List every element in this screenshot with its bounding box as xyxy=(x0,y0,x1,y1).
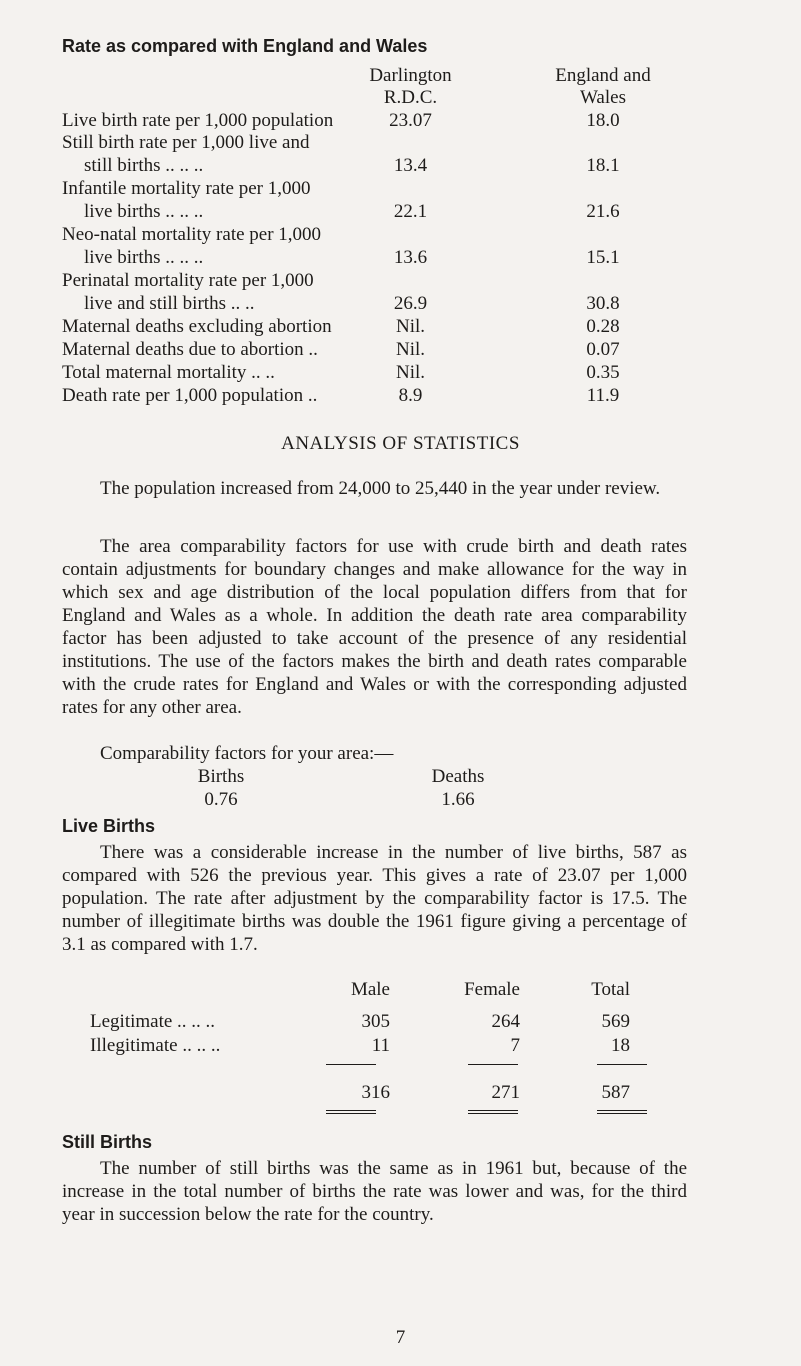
births-table-header xyxy=(90,979,690,1001)
rate-label: Maternal deaths excluding abortion xyxy=(62,316,332,337)
darlington-value: 13.6 xyxy=(393,247,428,268)
rate-row xyxy=(62,155,682,177)
rate-label: Live birth rate per 1,000 population xyxy=(62,110,334,131)
table-row xyxy=(90,1035,690,1057)
england-value: 30.8 xyxy=(586,293,620,314)
row-label: Illegitimate .. .. .. xyxy=(90,1035,221,1056)
rate-row xyxy=(62,316,682,338)
total-value: 569 xyxy=(601,1011,630,1032)
rate-row-label-line1 xyxy=(62,178,682,200)
grand-total: 587 xyxy=(601,1082,630,1103)
rates-heading: Rate as compared with England and Wales xyxy=(62,36,428,56)
analysis-heading: ANALYSIS OF STATISTICS xyxy=(281,433,520,454)
darlington-value: Nil. xyxy=(395,316,426,337)
rate-row-label-line1 xyxy=(62,270,682,292)
england-value: 15.1 xyxy=(586,247,620,268)
subtotal-rule-male xyxy=(326,1064,376,1065)
still-births-paragraph: The number of still births was the same as in 1961 but, because of the increase in the total number of births the rate was lower and was, for the third year in succession below the rate for the country. xyxy=(62,1158,687,1225)
page-number: 7 xyxy=(395,1327,406,1348)
male-value: 11 xyxy=(371,1035,390,1056)
england-value: 0.07 xyxy=(586,339,620,360)
deaths-factor-label: Deaths xyxy=(431,766,485,787)
rate-label: Perinatal mortality rate per 1,000 xyxy=(62,270,314,291)
total-double-rule-female xyxy=(468,1110,518,1114)
male-header: Male xyxy=(350,979,390,1000)
col-header-darlington-2: R.D.C. xyxy=(383,87,438,108)
rate-row xyxy=(62,201,682,223)
female-value: 7 xyxy=(510,1035,520,1056)
still-births-heading: Still Births xyxy=(62,1132,153,1152)
total-value: 18 xyxy=(611,1035,630,1056)
male-value: 305 xyxy=(361,1011,390,1032)
total-double-rule-total xyxy=(597,1110,647,1114)
col-header-england-2: Wales xyxy=(580,87,626,108)
female-value: 264 xyxy=(491,1011,520,1032)
rate-row-label-line1 xyxy=(62,224,682,246)
darlington-value: Nil. xyxy=(395,339,426,360)
male-total: 316 xyxy=(361,1082,390,1103)
total-header: Total xyxy=(591,979,630,1000)
england-value: 0.28 xyxy=(586,316,620,337)
darlington-value: 13.4 xyxy=(393,155,428,176)
rate-row xyxy=(62,362,682,384)
rate-label: Infantile mortality rate per 1,000 xyxy=(62,178,311,199)
darlington-value: 8.9 xyxy=(398,385,423,406)
rate-label: Neo-natal mortality rate per 1,000 xyxy=(62,224,322,245)
female-total: 271 xyxy=(491,1082,520,1103)
rate-label-cont: still births .. .. .. xyxy=(84,155,204,176)
totals-row xyxy=(90,1082,690,1104)
england-value: 21.6 xyxy=(586,201,620,222)
table-row xyxy=(90,1011,690,1033)
births-factor-label: Births xyxy=(197,766,245,787)
factors-intro: Comparability factors for your area:— xyxy=(100,743,394,764)
rate-row xyxy=(62,293,682,315)
comparability-paragraph: The area comparability factors for use with crude birth and death rates contain adjustments for boundary changes and make allowance for the way in which sex and age distribution of the local population differs from that for England and Wales as a whole. In addition the death rate area comparability factor has been adjusted to take account of the presence of any residential institutions. The use of the factors makes the birth and death rates comparable with the crude rates for England and Wales or with the corresponding adjusted rates for any other area. xyxy=(62,536,687,718)
rate-label: Death rate per 1,000 population .. xyxy=(62,385,318,406)
darlington-value: 22.1 xyxy=(393,201,428,222)
rate-label-cont: live births .. .. .. xyxy=(84,201,204,222)
darlington-value: 26.9 xyxy=(393,293,428,314)
subtotal-rule-female xyxy=(468,1064,518,1065)
births-factor-value: 0.76 xyxy=(204,789,238,810)
rate-row xyxy=(62,385,682,407)
rate-label-cont: live births .. .. .. xyxy=(84,247,204,268)
row-label: Legitimate .. .. .. xyxy=(90,1011,216,1032)
england-value: 0.35 xyxy=(586,362,620,383)
rate-row xyxy=(62,247,682,269)
rate-row-label-line1 xyxy=(62,132,682,154)
rate-label: Still birth rate per 1,000 live and xyxy=(62,132,310,153)
rate-label-cont: live and still births .. .. xyxy=(84,293,255,314)
rate-row xyxy=(62,339,682,361)
col-header-darlington-1: Darlington xyxy=(369,65,452,86)
rate-label: Total maternal mortality .. .. xyxy=(62,362,275,383)
population-paragraph: The population increased from 24,000 to 25,440 in the year under review. xyxy=(100,478,661,499)
rate-row xyxy=(62,110,682,132)
live-births-heading: Live Births xyxy=(62,816,156,836)
england-value: 18.0 xyxy=(586,110,620,131)
deaths-factor-value: 1.66 xyxy=(441,789,475,810)
darlington-value: Nil. xyxy=(395,362,426,383)
subtotal-rule-total xyxy=(597,1064,647,1065)
england-value: 18.1 xyxy=(586,155,620,176)
total-double-rule-male xyxy=(326,1110,376,1114)
darlington-value: 23.07 xyxy=(389,110,432,131)
live-births-paragraph: There was a considerable increase in the number of live births, 587 as compared with 526 the previous year. This gives a rate of 23.07 per 1,000 population. The rate after adjustment by the comparability factor is 17.5. The number of illegitimate births was double the 1961 figure giving a percentage of 3.1 as compared with 1.7. xyxy=(62,842,687,955)
england-value: 11.9 xyxy=(586,385,620,406)
female-header: Female xyxy=(464,979,520,1000)
rate-label: Maternal deaths due to abortion .. xyxy=(62,339,318,360)
col-header-england-1: England and xyxy=(555,65,651,86)
